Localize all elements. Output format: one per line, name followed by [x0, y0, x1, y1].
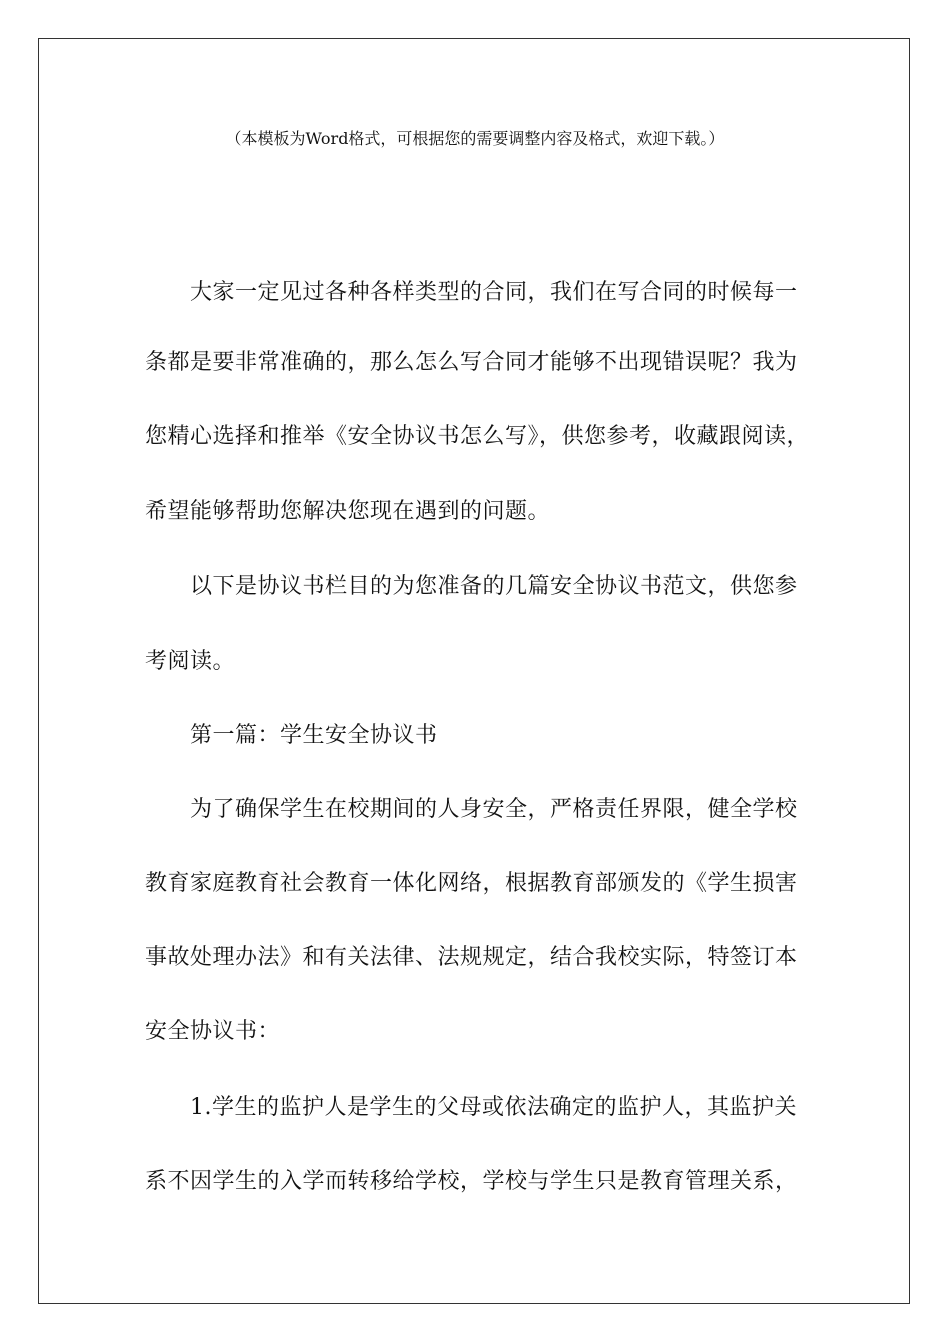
paragraph-line: 为了确保学生在校期间的人身安全，严格责任界限，健全学校	[190, 797, 798, 822]
paragraph-line: 系不因学生的入学而转移给学校，学校与学生只是教育管理关系，	[145, 1169, 798, 1194]
paragraph-line: 以下是协议书栏目的为您准备的几篇安全协议书范文，供您参	[190, 574, 798, 599]
paragraph-line: 您精心选择和推举《安全协议书怎么写》，供您参考，收藏跟阅读，	[145, 424, 810, 449]
paragraph-line: 考阅读。	[145, 649, 236, 674]
template-note: （本模板为Word格式，可根据您的需要调整内容及格式，欢迎下载。）	[225, 129, 725, 148]
paragraph-line: 教育家庭教育社会教育一体化网络，根据教育部颁发的《学生损害	[145, 871, 798, 896]
paragraph-line: 事故处理办法》和有关法律、法规规定，结合我校实际，特签订本	[145, 945, 798, 970]
paragraph-line: 大家一定见过各种各样类型的合同，我们在写合同的时候每一	[190, 280, 798, 305]
paragraph-line: 条都是要非常准确的，那么怎么写合同才能够不出现错误呢？我为	[145, 350, 798, 375]
paragraph-line: 安全协议书：	[145, 1019, 281, 1044]
paragraph-line: 希望能够帮助您解决您现在遇到的问题。	[145, 499, 551, 524]
section-title: 第一篇：学生安全协议书	[190, 723, 438, 748]
paragraph-line: 1.学生的监护人是学生的父母或依法确定的监护人，其监护关	[190, 1095, 797, 1120]
